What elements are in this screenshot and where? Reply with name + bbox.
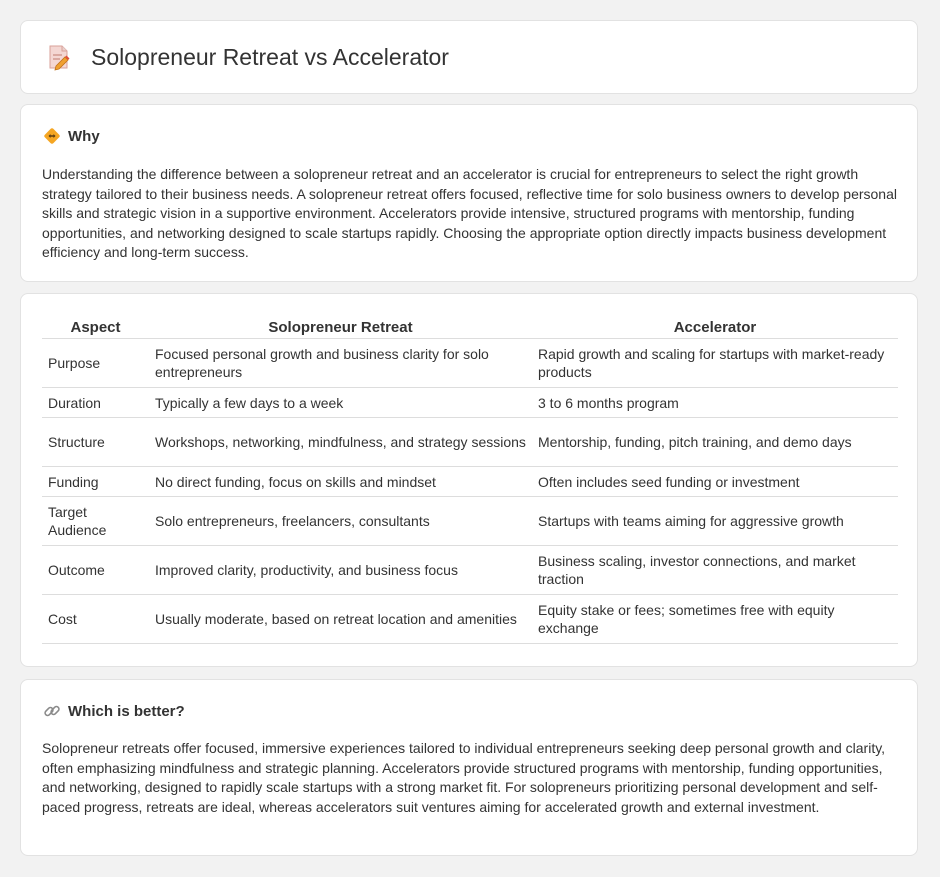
retreat-cell: Focused personal growth and business clarity for solo entrepreneurs [149, 339, 532, 388]
why-text: Understanding the difference between a solopreneur retreat and an accelerator is crucial for entrepreneurs to select the right growth strategy tailored to their business needs. A solopreneur retreat offers focused, reflective time for solo business owners to develop personal skills and strategic vision in a supportive environment. Accelerators provide intensive, structured programs with mentorship, funding opportunities, and networking designed to scale startups rapidly. Choosing the appropriate option directly impacts business development efficiency and long-term success. [42, 166, 897, 261]
table-row [42, 595, 898, 644]
accelerator-cell: Mentorship, funding, pitch training, and demo days [532, 418, 898, 467]
header-solopreneur-retreat: Solopreneur Retreat [149, 316, 532, 339]
accelerator-cell: Business scaling, investor connections, and market traction [532, 546, 898, 595]
table-row [42, 339, 898, 388]
aspect-cell: Purpose [42, 339, 149, 388]
document-edit-icon [47, 43, 71, 71]
retreat-cell: Usually moderate, based on retreat location and amenities [149, 595, 532, 644]
aspect-cell: Structure [42, 418, 149, 467]
retreat-cell: Workshops, networking, mindfulness, and strategy sessions [149, 418, 532, 467]
aspect-cell: Target Audience [42, 497, 149, 546]
table-row [42, 388, 898, 418]
table-row [42, 546, 898, 595]
header-aspect: Aspect [42, 316, 149, 339]
aspect-cell: Outcome [42, 546, 149, 595]
page-title: Solopreneur Retreat vs Accelerator [91, 43, 449, 70]
aspect-cell: Duration [42, 388, 149, 418]
diamond-arrows-icon [43, 127, 61, 145]
better-heading [43, 702, 185, 720]
comparison-table [42, 316, 898, 644]
retreat-cell: Typically a few days to a week [149, 388, 532, 418]
better-title: Which is better? [68, 702, 185, 720]
header-accelerator: Accelerator [532, 316, 898, 339]
link-icon [43, 702, 61, 720]
which-is-better-section [20, 679, 918, 856]
accelerator-cell: Rapid growth and scaling for startups with market-ready products [532, 339, 898, 388]
header-card [20, 20, 918, 94]
accelerator-cell: Often includes seed funding or investment [532, 467, 898, 497]
better-text: Solopreneur retreats offer focused, immersive experiences tailored to individual entrepreneurs seeking deep personal growth and clarity, often emphasizing mindfulness and strategic planning. Accelerators provide structured programs with mentorship, funding opportunities, and networking, designed to rapidly scale startups with a strong market fit. For solopreneurs prioritizing personal development and self-paced progress, retreats are ideal, whereas accelerators suit ventures aiming for accelerated growth and external investment. [42, 740, 886, 815]
why-heading [43, 127, 100, 145]
accelerator-cell: Equity stake or fees; sometimes free with equity exchange [532, 595, 898, 644]
retreat-cell: No direct funding, focus on skills and mindset [149, 467, 532, 497]
table-header-row [42, 316, 898, 339]
table-row [42, 467, 898, 497]
comparison-section [20, 293, 918, 667]
table-row [42, 418, 898, 467]
why-section [20, 104, 918, 282]
accelerator-cell: Startups with teams aiming for aggressive growth [532, 497, 898, 546]
accelerator-cell: 3 to 6 months program [532, 388, 898, 418]
why-title: Why [68, 127, 100, 145]
retreat-cell: Solo entrepreneurs, freelancers, consultants [149, 497, 532, 546]
aspect-cell: Funding [42, 467, 149, 497]
title-row [47, 43, 449, 71]
aspect-cell: Cost [42, 595, 149, 644]
retreat-cell: Improved clarity, productivity, and business focus [149, 546, 532, 595]
table-row [42, 497, 898, 546]
